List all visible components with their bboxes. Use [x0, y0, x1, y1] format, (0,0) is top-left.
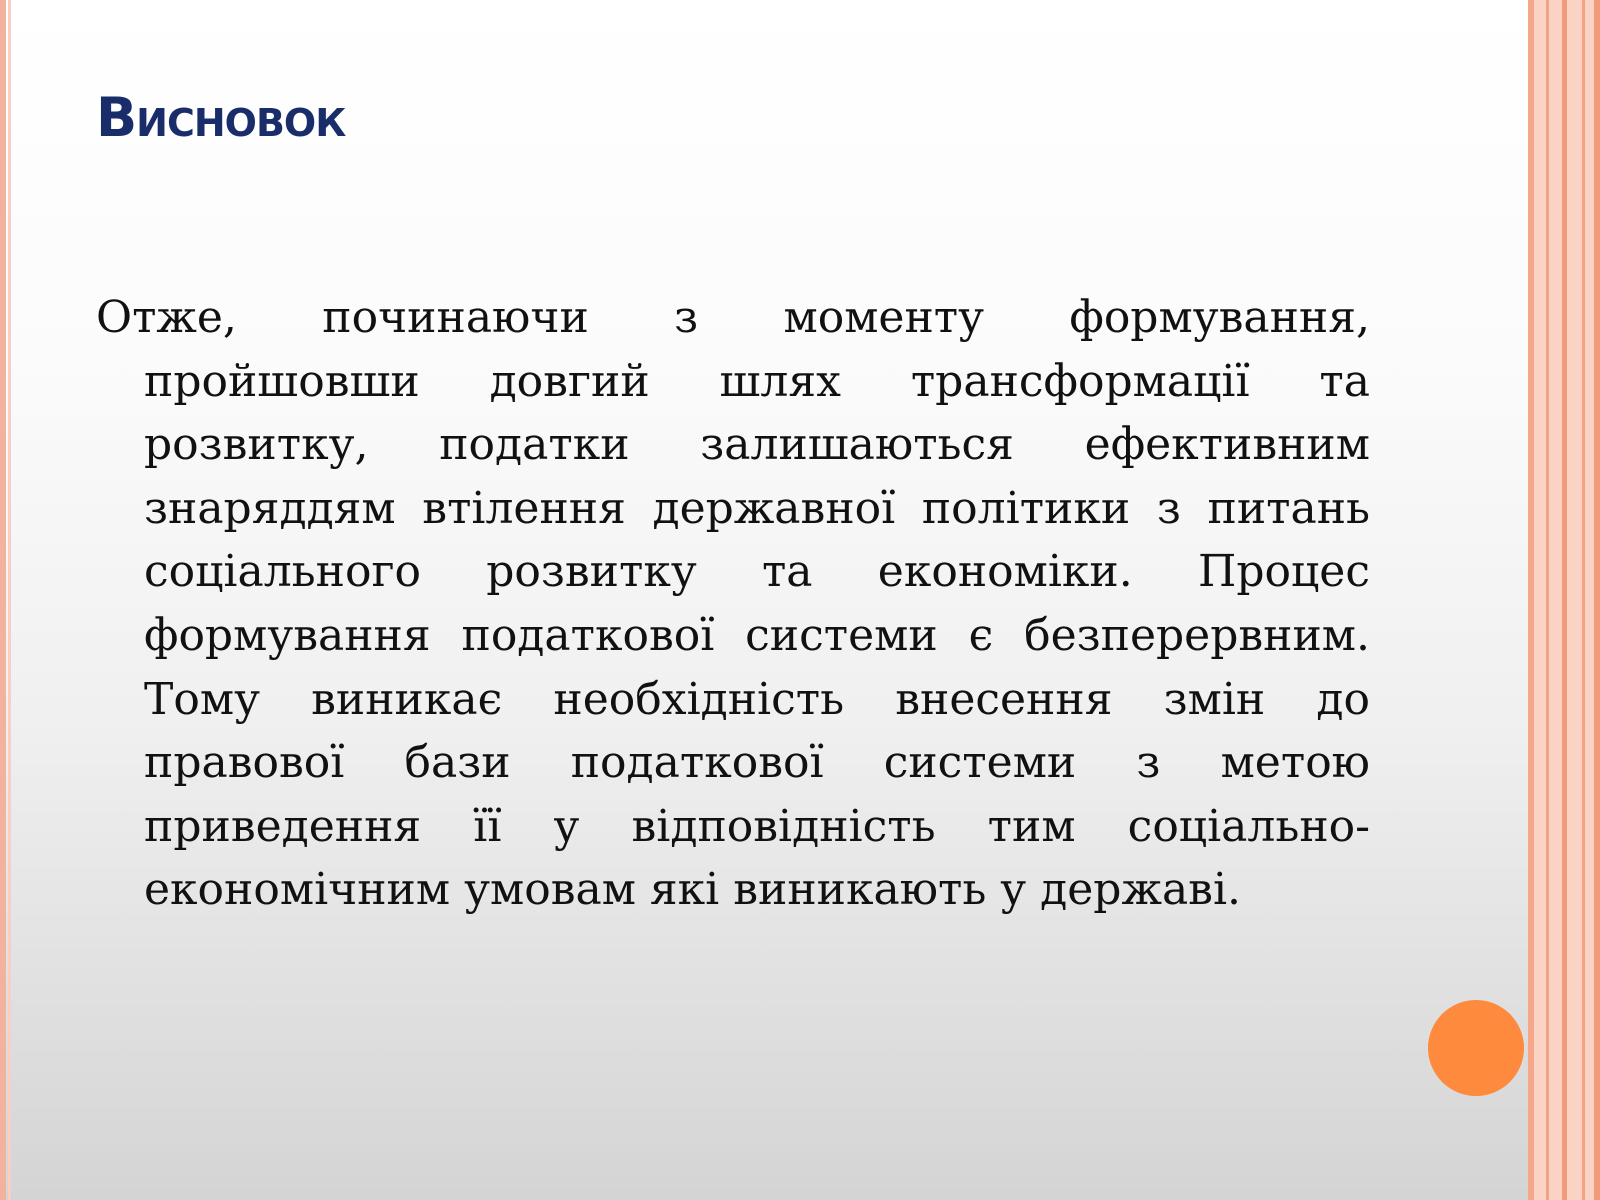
right-decorative-line — [1546, 0, 1549, 1200]
left-border-stripe-inner — [8, 0, 11, 1200]
right-decorative-line — [1582, 0, 1585, 1200]
slide-body-text: Отже, починаючи з моменту формування, пройшовши довгий шлях трансформації та розвитку, податки залишаються ефективним знаряддям втілення державної політики з питань соціального розвитку та економіки. Процес формування податкової системи є безперервним. Тому виникає необхідність внесення змін до правової бази податкової системи з метою приведення її у відповідність тим соціально-економічним умовам які виникають у державі. — [96, 292, 1370, 916]
decorative-orange-circle — [1428, 1000, 1524, 1096]
left-border-stripe — [0, 0, 6, 1200]
slide-title: Висновок — [96, 86, 346, 149]
right-decorative-line — [1562, 0, 1567, 1200]
right-decorative-line — [1528, 0, 1534, 1200]
right-decorative-line — [1594, 0, 1600, 1200]
